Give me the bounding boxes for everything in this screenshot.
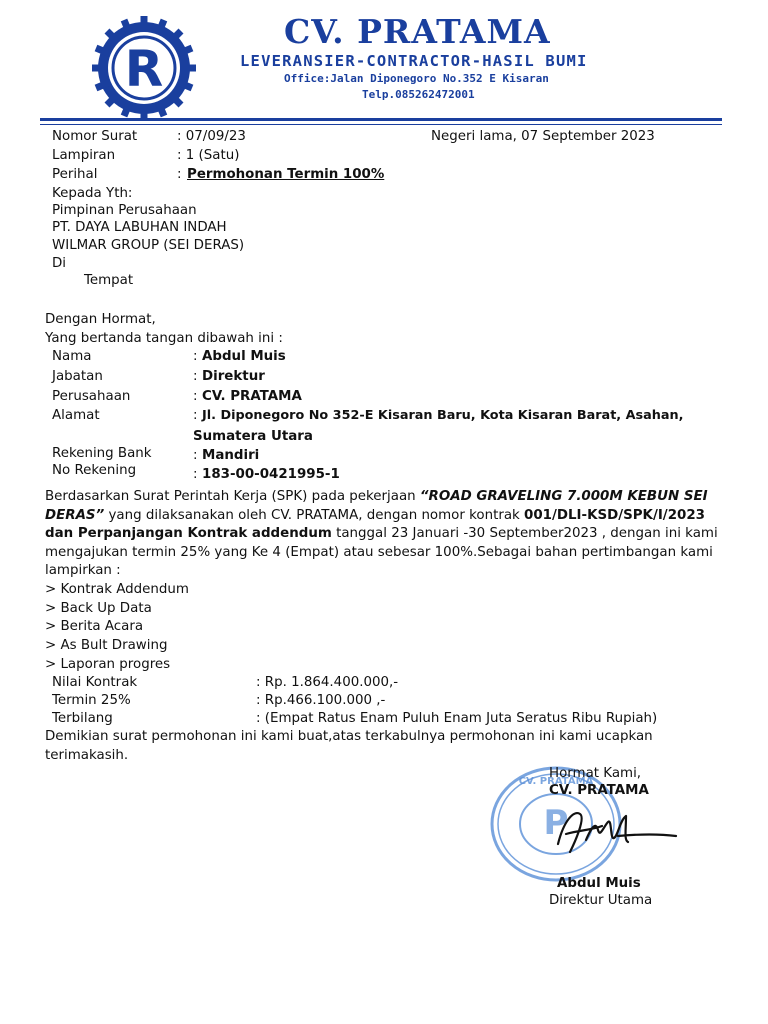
attachment-item: > Berita Acara xyxy=(45,619,144,634)
terbilang-value: : (Empat Ratus Enam Puluh Enam Juta Seratus Ribu Rupiah) xyxy=(256,711,658,726)
attachment-item: > As Bult Drawing xyxy=(45,638,168,653)
company-logo xyxy=(92,16,196,120)
norek-value: 183-00-0421995-1 xyxy=(202,467,340,482)
nama-colon: : xyxy=(193,349,198,364)
jabatan-value: Direktur xyxy=(202,369,265,384)
signature-company: CV. PRATAMA xyxy=(549,783,649,798)
alamat-value-line2: Sumatera Utara xyxy=(193,429,313,444)
header-rule-thin xyxy=(40,124,722,125)
svg-text:P: P xyxy=(543,803,569,843)
body-paragraph xyxy=(45,488,731,581)
perihal-label: Perihal xyxy=(52,167,98,182)
nama-label: Nama xyxy=(52,349,92,364)
perusahaan-colon: : xyxy=(193,389,198,404)
company-tagline: LEVERANSIER-CONTRACTOR-HASIL BUMI xyxy=(240,52,588,70)
jabatan-colon: : xyxy=(193,369,198,384)
nomor-value: : 07/09/23 xyxy=(177,129,246,144)
terbilang-label: Terbilang xyxy=(52,711,113,726)
signer-name: Abdul Muis xyxy=(557,876,641,891)
norek-label: No Rekening xyxy=(52,463,137,478)
contract-number: 001/DLI-KSD/SPK/I/2023 dan Perpanjangan Kontrak addendum xyxy=(45,507,705,542)
body-text-a: Berdasarkan Surat Perintah Kerja (SPK) pada pekerjaan xyxy=(45,489,420,504)
perihal-value: Permohonan Termin 100% xyxy=(187,167,385,182)
recipient-line1: Pimpinan Perusahaan xyxy=(52,203,197,218)
norek-colon: : xyxy=(193,467,198,482)
logo-letter: R xyxy=(124,40,164,98)
handwritten-signature xyxy=(540,800,680,862)
perihal-colon: : xyxy=(177,167,182,182)
recipient-kepada: Kepada Yth: xyxy=(52,186,133,201)
nilai-value: : Rp. 1.864.400.000,- xyxy=(256,675,399,690)
stamp-text: CV. PRATAMA xyxy=(518,776,594,787)
greeting: Dengan Hormat, xyxy=(45,312,156,327)
recipient-line3: WILMAR GROUP (SEI DERAS) xyxy=(52,238,245,253)
office-address: Office:Jalan Diponegoro No.352 E Kisaran xyxy=(284,72,549,85)
termin-label: Termin 25% xyxy=(52,693,131,708)
alamat-value-line1: Jl. Diponegoro No 352-E Kisaran Baru, Kota Kisaran Barat, Asahan, xyxy=(202,408,684,423)
attachment-item: > Kontrak Addendum xyxy=(45,582,189,597)
company-name: CV. PRATAMA xyxy=(284,12,551,51)
attachment-item: > Back Up Data xyxy=(45,601,152,616)
body-text-c: tanggal 23 Januari -30 September2023 , dengan ini kami mengajukan termin 25% yang Ke 4 (Empat) atau sebesar 100%.Sebagai bahan pertimbangan kami lampirkan : xyxy=(45,526,718,579)
project-name: “ROAD GRAVELING 7.000M KEBUN SEI DERAS” xyxy=(45,489,708,523)
perusahaan-value: CV. PRATAMA xyxy=(202,389,302,404)
office-phone: Telp.085262472001 xyxy=(362,88,475,101)
lampiran-value: : 1 (Satu) xyxy=(177,148,240,163)
nomor-label: Nomor Surat xyxy=(52,129,138,144)
regards: Hormat Kami, xyxy=(549,766,642,781)
alamat-colon: : xyxy=(193,408,198,423)
alamat-label: Alamat xyxy=(52,408,100,423)
lampiran-label: Lampiran xyxy=(52,148,116,163)
bank-label: Rekening Bank xyxy=(52,446,152,461)
closing-paragraph: Demikian surat permohonan ini kami buat,atas terkabulnya permohonan ini kami ucapkan terimakasih. xyxy=(45,729,653,763)
jabatan-label: Jabatan xyxy=(52,369,103,384)
recipient-tempat: Tempat xyxy=(84,273,134,288)
nama-value: Abdul Muis xyxy=(202,349,286,364)
signer-title: Direktur Utama xyxy=(549,893,653,908)
intro-line: Yang bertanda tangan dibawah ini : xyxy=(45,331,283,346)
header-rule-thick xyxy=(40,118,722,121)
recipient-line2: PT. DAYA LABUHAN INDAH xyxy=(52,220,227,235)
termin-value: : Rp.466.100.000 ,- xyxy=(256,693,386,708)
body-text-b: yang dilaksanakan oleh CV. PRATAMA, dengan nomor kontrak xyxy=(104,507,525,523)
place-date: Negeri lama, 07 September 2023 xyxy=(431,129,655,144)
perusahaan-label: Perusahaan xyxy=(52,389,131,404)
bank-value: Mandiri xyxy=(202,448,260,463)
attachment-item: > Laporan progres xyxy=(45,657,171,672)
bank-colon: : xyxy=(193,448,198,463)
recipient-di: Di xyxy=(52,256,67,271)
nilai-label: Nilai Kontrak xyxy=(52,675,138,690)
